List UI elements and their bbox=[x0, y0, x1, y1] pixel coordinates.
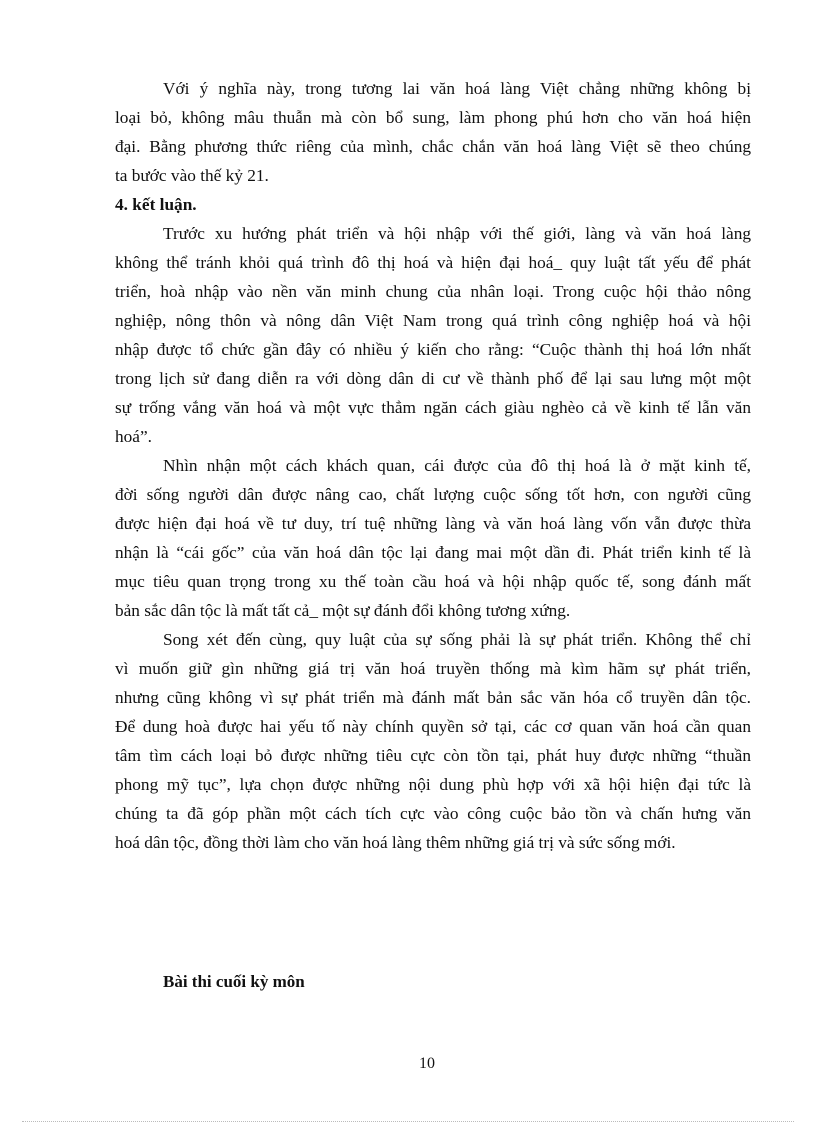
paragraph-line: bản sắc dân tộc là mất tất cả_ một sự đánh đổi không tương xứng. bbox=[115, 601, 571, 620]
paragraph-line: Với ý nghĩa này, trong tương lai văn hoá làng Việt chẳng những không bị bbox=[163, 79, 751, 98]
paragraph-line: Song xét đến cùng, quy luật của sự sống phải là sự phát triển. Không thể chỉ bbox=[163, 630, 751, 649]
paragraph-line: được hiện đại hoá về tư duy, trí tuệ những làng và văn hoá làng vốn vẫn được thừa bbox=[115, 514, 751, 533]
page-boundary-divider bbox=[22, 1121, 794, 1122]
section-heading: 4. kết luận. bbox=[115, 195, 197, 214]
paragraph-line: nghiệp, nông thôn và nông dân Việt Nam trong quá trình công nghiệp hoá và hội bbox=[115, 311, 751, 330]
paragraph-line: chúng ta đã góp phần một cách tích cực vào công cuộc bảo tồn và chấn hưng văn bbox=[115, 804, 751, 823]
footer-title: Bài thi cuối kỳ môn bbox=[163, 972, 305, 991]
paragraph-line: ta bước vào thế kỷ 21. bbox=[115, 166, 269, 185]
paragraph-line: đời sống người dân được nâng cao, chất lượng cuộc sống tốt hơn, con người cũng bbox=[115, 485, 751, 504]
paragraph-line: tâm tìm cách loại bỏ được những tiêu cực còn tồn tại, phát huy được những “thuần bbox=[115, 746, 751, 765]
paragraph-line: phong mỹ tục”, lựa chọn được những nội dung phù hợp với xã hội hiện đại tức là bbox=[115, 775, 751, 794]
paragraph-line: hoá”. bbox=[115, 427, 152, 446]
paragraph-line: vì muốn giữ gìn những giá trị văn hoá truyền thống mà kìm hãm sự phát triển, bbox=[115, 659, 751, 678]
paragraph-line: đại. Bằng phương thức riêng của mình, chắc chắn văn hoá làng Việt sẽ theo chúng bbox=[115, 137, 751, 156]
paragraph-line: mục tiêu quan trọng trong xu thế toàn cầu hoá và hội nhập quốc tế, song đánh mất bbox=[115, 572, 751, 591]
paragraph-line: nhận là “cái gốc” của văn hoá dân tộc lại đang mai một dần đi. Phát triển kinh tế là bbox=[115, 543, 751, 562]
paragraph-line: triển, hoà nhập vào nền văn minh chung của nhân loại. Trong cuộc hội thảo nông bbox=[115, 282, 751, 301]
paragraph-line: không thể tránh khỏi quá trình đô thị hoá và hiện đại hoá_ quy luật tất yếu để phát bbox=[115, 253, 751, 272]
paragraph-line: Để dung hoà được hai yếu tố này chính quyền sở tại, các cơ quan văn hoá cần quan bbox=[115, 717, 751, 736]
document-body bbox=[115, 74, 751, 857]
paragraph-line: Trước xu hướng phát triển và hội nhập với thế giới, làng và văn hoá làng bbox=[163, 224, 751, 243]
paragraph-line: loại bỏ, không mâu thuẫn mà còn bổ sung, làm phong phú hơn cho văn hoá hiện bbox=[115, 108, 751, 127]
paragraph-line: Nhìn nhận một cách khách quan, cái được của đô thị hoá là ở mặt kinh tế, bbox=[163, 456, 751, 475]
page-number: 10 bbox=[419, 1055, 435, 1072]
paragraph-line: sự trống vắng văn hoá và một vực thẳm ngăn cách giàu nghèo cả về kinh tế lẫn văn bbox=[115, 398, 751, 417]
paragraph-line: nhập được tổ chức gần đây có nhiều ý kiến cho rằng: “Cuộc thành thị hoá lớn nhất bbox=[115, 340, 751, 359]
paragraph-line: nhưng cũng không vì sự phát triển mà đánh mất bản sắc văn hóa cổ truyền dân tộc. bbox=[115, 688, 751, 707]
paragraph-line: trong lịch sử đang diễn ra với dòng dân di cư về thành phố để lại sau lưng một một bbox=[115, 369, 751, 388]
paragraph-line: hoá dân tộc, đồng thời làm cho văn hoá làng thêm những giá trị và sức sống mới. bbox=[115, 833, 676, 852]
